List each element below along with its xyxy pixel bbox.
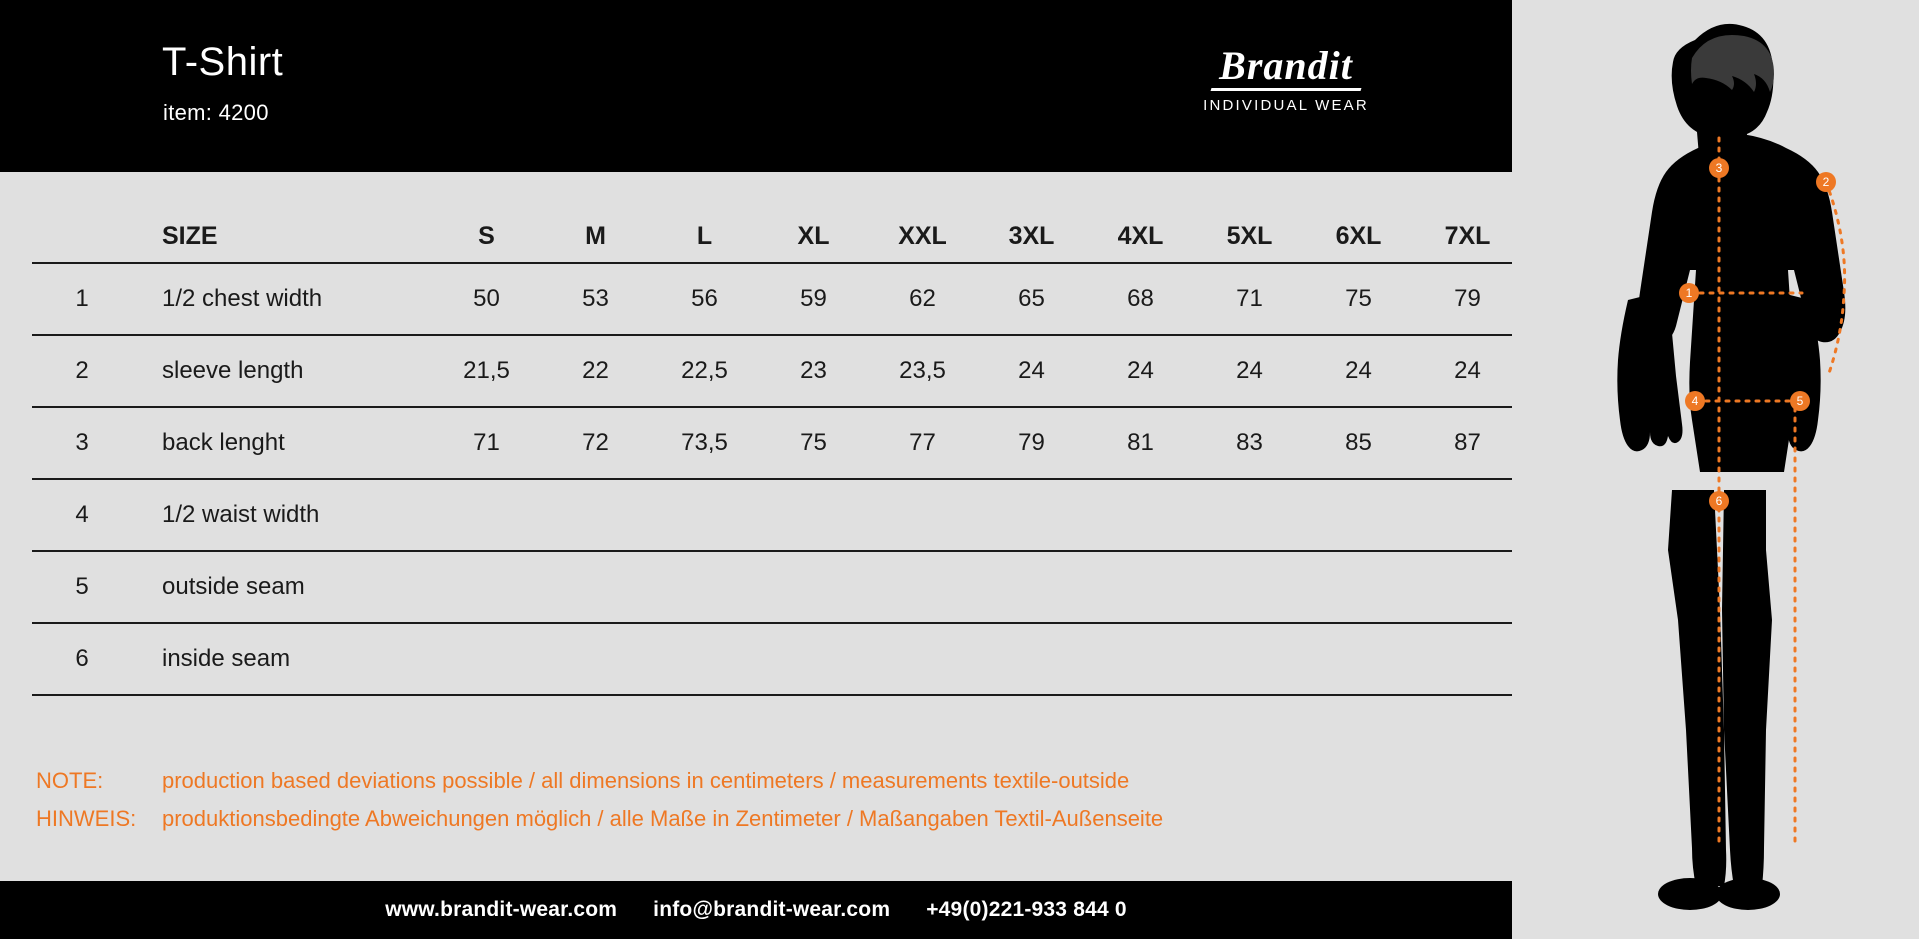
header-size-m: M	[541, 210, 650, 263]
table-row	[32, 335, 1522, 407]
cell-3xl: 24	[977, 335, 1086, 407]
cell-m	[541, 479, 650, 551]
cell-3xl: 79	[977, 407, 1086, 479]
row-label: 1/2 waist width	[132, 479, 432, 551]
body-figure-icon	[1512, 0, 1919, 939]
cell-l	[650, 551, 759, 623]
note-text-de: produktionsbedingte Abweichungen möglich / alle Maße in Zentimeter / Maßangaben Textil-Außenseite	[162, 806, 1164, 831]
size-table	[32, 210, 1522, 696]
svg-text:6: 6	[1715, 494, 1723, 508]
row-index: 1	[32, 263, 132, 335]
item-number: item: 4200	[163, 100, 269, 125]
table-row	[32, 551, 1522, 623]
cell-4xl: 24	[1086, 335, 1195, 407]
svg-text:1: 1	[1685, 286, 1693, 300]
row-label: inside seam	[132, 623, 432, 695]
cell-4xl: 81	[1086, 407, 1195, 479]
cell-5xl	[1195, 479, 1304, 551]
cell-s: 21,5	[432, 335, 541, 407]
table-row	[32, 623, 1522, 695]
cell-5xl	[1195, 551, 1304, 623]
cell-4xl: 68	[1086, 263, 1195, 335]
cell-7xl: 79	[1413, 263, 1522, 335]
cell-4xl	[1086, 623, 1195, 695]
cell-6xl: 75	[1304, 263, 1413, 335]
note-row-en	[36, 762, 1163, 800]
cell-m	[541, 623, 650, 695]
header-size-label: SIZE	[132, 210, 432, 263]
row-label: sleeve length	[132, 335, 432, 407]
cell-m: 72	[541, 407, 650, 479]
cell-3xl	[977, 551, 1086, 623]
cell-xxl: 77	[868, 407, 977, 479]
brand-logo	[1136, 43, 1436, 114]
cell-s: 71	[432, 407, 541, 479]
row-index: 4	[32, 479, 132, 551]
cell-3xl	[977, 479, 1086, 551]
cell-7xl	[1413, 551, 1522, 623]
svg-text:3: 3	[1715, 161, 1723, 175]
cell-3xl	[977, 623, 1086, 695]
header-size-4xl: 4XL	[1086, 210, 1195, 263]
cell-6xl	[1304, 623, 1413, 695]
footer-bar	[0, 881, 1512, 939]
page-title: T-Shirt	[162, 40, 284, 84]
cell-7xl: 87	[1413, 407, 1522, 479]
cell-xxl	[868, 551, 977, 623]
table-row	[32, 263, 1522, 335]
table-row	[32, 479, 1522, 551]
cell-5xl	[1195, 623, 1304, 695]
cell-6xl	[1304, 479, 1413, 551]
cell-5xl: 24	[1195, 335, 1304, 407]
header-size-3xl: 3XL	[977, 210, 1086, 263]
table-body	[32, 263, 1522, 695]
table-head	[32, 210, 1522, 263]
row-label: back lenght	[132, 407, 432, 479]
cell-l: 56	[650, 263, 759, 335]
cell-xxl: 62	[868, 263, 977, 335]
cell-l	[650, 623, 759, 695]
note-text-en: production based deviations possible / all dimensions in centimeters / measurements textile-outside	[162, 768, 1130, 793]
note-block	[36, 762, 1163, 838]
cell-xl: 23	[759, 335, 868, 407]
brand-name: Brandit	[1219, 43, 1353, 88]
table-row	[32, 407, 1522, 479]
cell-s	[432, 479, 541, 551]
cell-xxl	[868, 479, 977, 551]
header-size-l: L	[650, 210, 759, 263]
cell-7xl: 24	[1413, 335, 1522, 407]
brand-underline	[1211, 88, 1362, 91]
cell-6xl	[1304, 551, 1413, 623]
cell-xl: 75	[759, 407, 868, 479]
note-row-de	[36, 800, 1163, 838]
cell-s: 50	[432, 263, 541, 335]
cell-3xl: 65	[977, 263, 1086, 335]
cell-l: 22,5	[650, 335, 759, 407]
header-size-7xl: 7XL	[1413, 210, 1522, 263]
measurement-figure-panel	[1512, 0, 1919, 939]
footer-phone: +49(0)221-933 844 0	[926, 898, 1127, 921]
row-label: 1/2 chest width	[132, 263, 432, 335]
row-index: 3	[32, 407, 132, 479]
cell-5xl: 83	[1195, 407, 1304, 479]
cell-l	[650, 479, 759, 551]
header-size-s: S	[432, 210, 541, 263]
row-index: 6	[32, 623, 132, 695]
cell-6xl: 24	[1304, 335, 1413, 407]
cell-xxl	[868, 623, 977, 695]
cell-xl	[759, 551, 868, 623]
svg-text:5: 5	[1796, 394, 1804, 408]
cell-l: 73,5	[650, 407, 759, 479]
cell-m: 22	[541, 335, 650, 407]
cell-m: 53	[541, 263, 650, 335]
header-index	[32, 210, 132, 263]
cell-s	[432, 623, 541, 695]
footer-email[interactable]: info@brandit-wear.com	[653, 898, 891, 921]
cell-5xl: 71	[1195, 263, 1304, 335]
note-label-en: NOTE:	[36, 768, 104, 793]
cell-s	[432, 551, 541, 623]
header-size-xl: XL	[759, 210, 868, 263]
header-size-5xl: 5XL	[1195, 210, 1304, 263]
row-index: 2	[32, 335, 132, 407]
header-size-xxl: XXL	[868, 210, 977, 263]
table-header-row	[32, 210, 1522, 263]
cell-m	[541, 551, 650, 623]
cell-xl: 59	[759, 263, 868, 335]
svg-text:2: 2	[1822, 175, 1830, 189]
cell-4xl	[1086, 551, 1195, 623]
cell-7xl	[1413, 623, 1522, 695]
row-label: outside seam	[132, 551, 432, 623]
header-size-6xl: 6XL	[1304, 210, 1413, 263]
row-index: 5	[32, 551, 132, 623]
cell-xl	[759, 479, 868, 551]
cell-xl	[759, 623, 868, 695]
svg-text:4: 4	[1691, 394, 1699, 408]
brand-tagline: INDIVIDUAL WEAR	[1203, 97, 1369, 114]
cell-4xl	[1086, 479, 1195, 551]
cell-6xl: 85	[1304, 407, 1413, 479]
header-bar	[0, 0, 1512, 172]
cell-7xl	[1413, 479, 1522, 551]
footer-website[interactable]: www.brandit-wear.com	[385, 898, 618, 921]
cell-xxl: 23,5	[868, 335, 977, 407]
note-label-de: HINWEIS:	[36, 806, 137, 831]
